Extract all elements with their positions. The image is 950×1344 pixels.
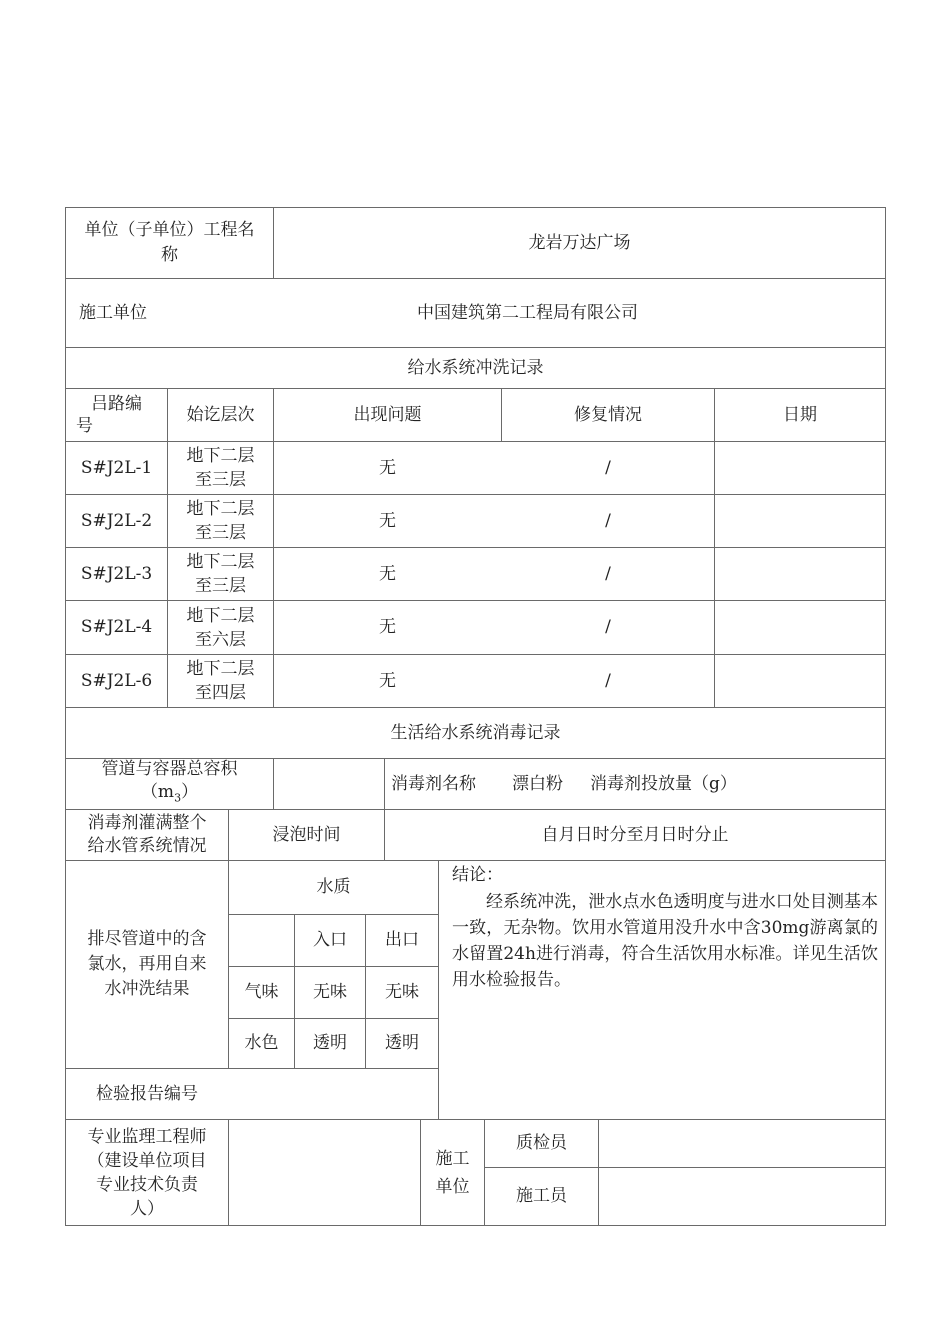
color-label: 水色 — [244, 1033, 279, 1053]
inspector-label: 质检员 — [516, 1133, 567, 1153]
agent-info — [385, 759, 885, 809]
worker-signature[interactable] — [599, 1168, 885, 1225]
agent-name-label: 消毒剂名称 — [391, 773, 476, 794]
volume-label-open: （m — [140, 782, 175, 803]
flush-record-title: 给水系统冲洗记录 — [407, 357, 544, 378]
route-date[interactable] — [715, 495, 885, 547]
conclusion — [438, 862, 878, 993]
route-floors — [168, 495, 273, 547]
route-id: S#J2L-3 — [80, 563, 153, 584]
route-repair: / — [605, 457, 611, 478]
header-repair: 修复情况 — [574, 404, 642, 425]
color-outlet: 透明 — [385, 1033, 419, 1053]
route-floors-line1: 地下二层 — [186, 499, 255, 519]
contractor-unit-label — [421, 1120, 484, 1225]
route-id: S#J2L-2 — [80, 510, 153, 531]
route-floors-line2: 至六层 — [195, 629, 246, 650]
report-number-label: 检验报告编号 — [96, 1083, 198, 1104]
water-quality-header: 水质 — [316, 877, 351, 897]
route-floors — [168, 548, 273, 600]
header-date: 日期 — [783, 404, 817, 425]
contractor-unit-line1: 施工 — [435, 1148, 470, 1169]
route-problem: 无 — [379, 670, 396, 691]
result-label-line3: 水冲洗结果 — [104, 979, 190, 999]
agent-dose-label: 消毒剂投放量（g） — [590, 773, 737, 794]
route-id: S#J2L-6 — [80, 670, 153, 691]
route-id: S#J2L-1 — [80, 457, 153, 478]
conclusion-label: 结论： — [452, 865, 503, 885]
supervisor-label — [66, 1120, 228, 1225]
route-floors-line1: 地下二层 — [186, 446, 255, 466]
worker-label: 施工员 — [516, 1186, 567, 1206]
route-date[interactable] — [715, 548, 885, 600]
contractor-label: 施工单位 — [79, 302, 147, 323]
volume-label-line2 — [141, 781, 198, 809]
header-floors: 始讫层次 — [186, 404, 255, 425]
conclusion-text: 经系统冲洗，泄水点水色透明度与进水口处目测基本一致，无杂物。饮用水管道用没升水中含30mg游离氯的水留置24h进行消毒，符合生活饮用水标准。详见生活饮用水检验报告。 — [452, 892, 878, 990]
odor-inlet: 无味 — [313, 982, 347, 1002]
table-border-right — [885, 207, 886, 1226]
odor-outlet: 无味 — [385, 982, 419, 1002]
project-name-label-line1: 单位（子单位）工程名 — [84, 220, 255, 240]
report-number-value[interactable] — [229, 1069, 438, 1119]
header-route-no — [66, 389, 167, 441]
route-floors — [168, 601, 273, 654]
contractor-value: 中国建筑第二工程局有限公司 — [417, 302, 638, 323]
project-name-label-line2: 称 — [161, 245, 178, 265]
volume-label — [66, 759, 273, 809]
route-date[interactable] — [715, 601, 885, 654]
route-floors — [168, 655, 273, 707]
inlet-header: 入口 — [313, 930, 347, 950]
soak-label: 浸泡时间 — [272, 824, 341, 845]
route-problem: 无 — [379, 563, 396, 584]
volume-value[interactable] — [274, 759, 384, 809]
table-border-bottom — [65, 1225, 886, 1226]
outlet-header: 出口 — [385, 930, 419, 950]
route-floors-line1: 地下二层 — [186, 659, 255, 679]
route-repair: / — [605, 563, 611, 584]
inspector-signature[interactable] — [599, 1120, 885, 1167]
route-problem: 无 — [379, 510, 396, 531]
header-problem: 出现问题 — [353, 404, 422, 425]
route-date[interactable] — [715, 442, 885, 494]
route-repair: / — [605, 510, 611, 531]
route-problem: 无 — [379, 457, 396, 478]
volume-label-close: ） — [181, 782, 199, 803]
supervisor-label-line2: （建设单位项目 — [87, 1150, 207, 1171]
route-floors-line1: 地下二层 — [186, 552, 255, 572]
supervisor-signature[interactable] — [229, 1120, 420, 1225]
quality-corner-cell — [229, 915, 294, 966]
result-label — [66, 861, 228, 1068]
route-repair: / — [605, 670, 611, 691]
route-id: S#J2L-4 — [80, 617, 153, 637]
color-inlet: 透明 — [313, 1033, 347, 1053]
soak-value: 自月日时分至月日时分止 — [541, 824, 729, 845]
project-name-label — [66, 208, 273, 278]
route-repair: / — [605, 617, 611, 637]
route-floors — [168, 442, 273, 494]
odor-label: 气味 — [244, 982, 279, 1002]
header-route-no-line2: 号 — [76, 416, 93, 436]
route-floors-line2: 至三层 — [195, 523, 246, 543]
fill-label-line2: 给水管系统情况 — [87, 836, 207, 856]
result-label-line1: 排尽管道中的含 — [87, 929, 207, 949]
supervisor-label-line4: 人） — [130, 1198, 164, 1219]
result-label-line2: 氯水，再用自来 — [87, 954, 207, 974]
route-floors-line2: 至三层 — [195, 470, 246, 490]
volume-label-line1: 管道与容器总容积 — [101, 759, 238, 780]
route-problem: 无 — [379, 617, 396, 637]
supervisor-label-line1: 专业监理工程师 — [87, 1126, 207, 1147]
volume-unit-exponent: 3 — [174, 791, 182, 805]
route-floors-line2: 至三层 — [195, 576, 246, 596]
project-name-value: 龙岩万达广场 — [528, 232, 631, 253]
fill-label-line1: 消毒剂灌满整个 — [87, 813, 207, 833]
route-floors-line1: 地下二层 — [186, 605, 255, 626]
header-route-no-line1: 吕路编 — [91, 394, 142, 414]
route-date[interactable] — [715, 655, 885, 707]
route-floors-line2: 至四层 — [195, 683, 246, 703]
disinfection-title: 生活给水系统消毒记录 — [390, 722, 561, 743]
contractor-unit-line2: 单位 — [435, 1176, 470, 1197]
fill-label — [66, 810, 228, 860]
agent-name-value: 漂白粉 — [512, 773, 563, 794]
supervisor-label-line3: 专业技术负责 — [96, 1174, 198, 1195]
